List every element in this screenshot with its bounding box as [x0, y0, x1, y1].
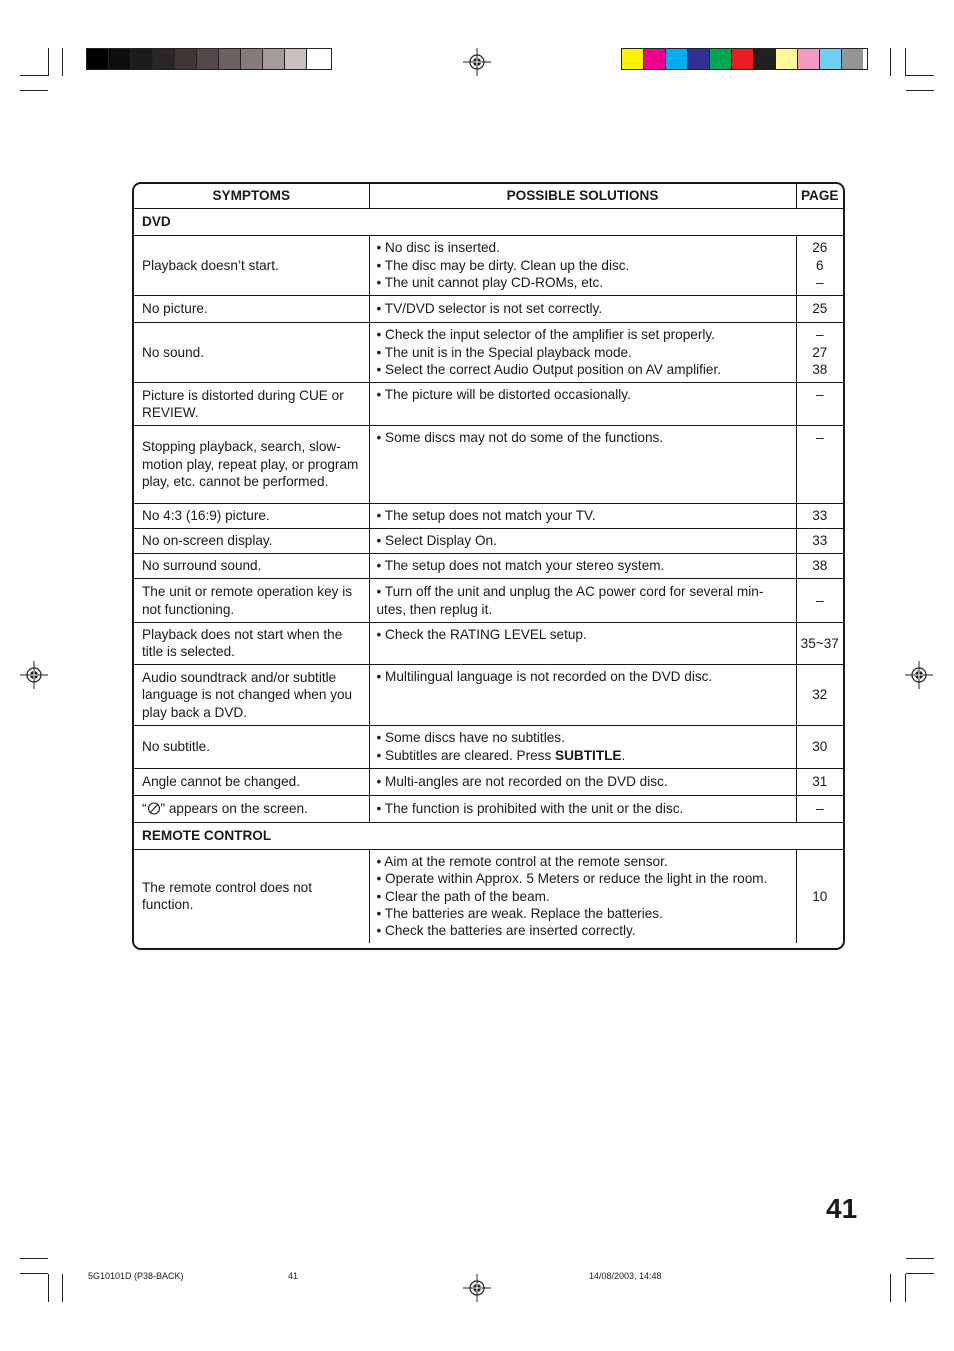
solution-item: • Aim at the remote control at the remote sensor.	[376, 853, 668, 869]
solution-item: • The unit cannot play CD-ROMs, etc.	[376, 275, 604, 291]
color-swatch	[732, 49, 754, 69]
color-swatch	[710, 49, 732, 69]
solution-item	[377, 747, 792, 764]
symptom-cell: Stopping playback, search, slow-motion play, repeat play, or program play, etc. cannot be performed.	[134, 426, 369, 504]
solution-cell	[369, 383, 796, 426]
solution-item: • Some discs may not do some of the functions.	[376, 430, 664, 445]
grayscale-calibration-bar	[86, 48, 332, 70]
solution-cell	[369, 504, 796, 529]
solution-item: • The setup does not match your TV.	[376, 508, 596, 524]
page-cell	[796, 849, 843, 943]
table-row	[134, 236, 843, 296]
solutions-header: POSSIBLE SOLUTIONS	[369, 184, 796, 209]
section-row	[134, 209, 843, 236]
page-ref: –	[815, 327, 824, 343]
solution-item: • Some discs have no subtitles.	[376, 730, 565, 746]
solution-item: • No disc is inserted.	[376, 240, 500, 256]
solution-cell	[369, 725, 796, 768]
symptom-cell: Playback does not start when the title is selected.	[134, 623, 369, 665]
page-header: PAGE	[796, 184, 843, 209]
table-row	[134, 795, 843, 822]
symptom-text: ” appears on the screen.	[160, 801, 308, 817]
symptom-cell	[134, 795, 369, 822]
page-cell	[796, 623, 843, 665]
symptom-text: “	[142, 801, 147, 817]
solution-item: • Select the correct Audio Output position on AV amplifier.	[376, 362, 722, 378]
section-title-remote-control: REMOTE CONTROL	[134, 822, 843, 849]
page-number: 41	[826, 1193, 858, 1224]
page-cell	[796, 236, 843, 296]
page-ref: 32	[812, 687, 828, 703]
registration-mark-icon	[463, 48, 491, 76]
symptom-cell: No 4:3 (16:9) picture.	[134, 504, 369, 529]
color-swatch	[307, 49, 328, 69]
table-row	[134, 623, 843, 665]
color-swatch	[131, 49, 153, 69]
symptoms-header: SYMPTOMS	[134, 184, 369, 209]
symptom-cell: No picture.	[134, 296, 369, 323]
symptom-cell: The remote control does not function.	[134, 849, 369, 943]
solution-item: • The batteries are weak. Replace the batteries.	[376, 906, 663, 922]
crop-mark	[48, 1274, 49, 1302]
footer-timestamp: 14/08/2003, 14:48	[589, 1271, 662, 1281]
crop-mark	[905, 1274, 906, 1302]
color-swatch	[175, 49, 197, 69]
section-row	[134, 822, 843, 849]
page-ref: 38	[812, 558, 828, 574]
page-cell	[796, 795, 843, 822]
table-row	[134, 554, 843, 579]
page-ref: –	[815, 275, 824, 291]
page-cell	[796, 323, 843, 383]
color-swatch	[622, 49, 644, 69]
footer-sheet-number: 41	[288, 1271, 299, 1281]
solution-item: • Turn off the unit and unplug the AC power cord for several min-utes, then replug it.	[376, 584, 764, 617]
table-row	[134, 426, 843, 504]
crop-mark	[890, 48, 891, 76]
symptom-cell: No surround sound.	[134, 554, 369, 579]
color-swatch	[666, 49, 688, 69]
symptom-cell: Audio soundtrack and/or subtitle language is not changed when you play back a DVD.	[134, 664, 369, 725]
symptom-cell: Playback doesn’t start.	[134, 236, 369, 296]
color-swatch	[644, 49, 666, 69]
registration-mark-icon	[20, 661, 48, 689]
table-row	[134, 725, 843, 768]
page-ref: 31	[812, 774, 828, 790]
color-swatch	[153, 49, 175, 69]
registration-mark-icon	[905, 661, 933, 689]
solution-item: • Check the input selector of the amplifier is set properly.	[376, 327, 715, 343]
solution-item: • Multilingual language is not recorded on the DVD disc.	[376, 668, 713, 684]
page-ref: 6	[815, 257, 824, 273]
color-swatch	[197, 49, 219, 69]
page-ref: 30	[812, 739, 828, 755]
table-row	[134, 849, 843, 943]
page-cell	[796, 554, 843, 579]
solution-item: • TV/DVD selector is not set correctly.	[376, 301, 603, 317]
solution-item: • The picture will be distorted occasionally.	[376, 387, 631, 402]
crop-mark	[20, 1273, 48, 1274]
section-title-dvd: DVD	[134, 209, 843, 236]
solution-text: • Subtitles are cleared. Press	[376, 747, 556, 763]
page-ref: 38	[812, 362, 828, 378]
symptom-cell: No subtitle.	[134, 725, 369, 768]
solution-item: • Check the RATING LEVEL setup.	[376, 627, 587, 642]
page-ref: 25	[812, 301, 828, 317]
table-row	[134, 504, 843, 529]
solution-item: • Multi-angles are not recorded on the DVD disc.	[376, 774, 668, 790]
page-ref: –	[815, 430, 824, 445]
crop-mark	[906, 1258, 934, 1259]
table-row	[134, 579, 843, 623]
prohibited-icon	[147, 802, 161, 815]
crop-mark	[20, 75, 48, 76]
table-row	[134, 296, 843, 323]
page-ref: 33	[812, 508, 828, 524]
solution-cell	[369, 768, 796, 795]
page-cell	[796, 529, 843, 554]
color-swatch	[842, 49, 863, 69]
color-swatch	[219, 49, 241, 69]
footer-doc-code: 5G10101D (P38-BACK)	[88, 1271, 184, 1281]
solution-item: • Clear the path of the beam.	[376, 888, 550, 904]
table-row	[134, 768, 843, 795]
table-row	[134, 664, 843, 725]
color-swatch	[87, 49, 109, 69]
solution-text: .	[621, 747, 626, 763]
page-ref: –	[815, 387, 824, 402]
solution-item: • The setup does not match your stereo system.	[376, 558, 665, 574]
color-swatch	[241, 49, 263, 69]
solution-cell	[369, 664, 796, 725]
symptom-cell: The unit or remote operation key is not functioning.	[134, 579, 369, 623]
table-row	[134, 383, 843, 426]
page-ref: 26	[812, 240, 828, 256]
solution-item: • The disc may be dirty. Clean up the disc.	[376, 257, 630, 273]
crop-mark	[906, 75, 934, 76]
symptom-cell: Picture is distorted during CUE or REVIEW.	[134, 383, 369, 426]
solution-cell	[369, 529, 796, 554]
page-cell	[796, 296, 843, 323]
page-ref: –	[815, 801, 824, 817]
solution-item: • The unit is in the Special playback mode.	[376, 344, 632, 360]
solution-cell	[369, 579, 796, 623]
color-swatch	[109, 49, 131, 69]
page-cell	[796, 579, 843, 623]
solution-item: • Select Display On.	[376, 533, 497, 549]
registration-mark-icon	[463, 1274, 491, 1302]
color-swatch	[285, 49, 307, 69]
crop-mark	[890, 1274, 891, 1302]
solution-cell	[369, 426, 796, 504]
page-cell	[796, 664, 843, 725]
symptom-cell: No sound.	[134, 323, 369, 383]
color-swatch	[776, 49, 798, 69]
symptom-cell: Angle cannot be changed.	[134, 768, 369, 795]
page-cell	[796, 426, 843, 504]
solution-cell	[369, 795, 796, 822]
page-cell	[796, 383, 843, 426]
page-ref: 33	[812, 533, 828, 549]
solution-cell	[369, 554, 796, 579]
table-row	[134, 529, 843, 554]
solution-cell	[369, 296, 796, 323]
color-swatch	[263, 49, 285, 69]
crop-mark	[20, 90, 48, 91]
solution-item: • Operate within Approx. 5 Meters or reduce the light in the room.	[376, 871, 768, 887]
color-swatch	[798, 49, 820, 69]
page-ref: 27	[812, 344, 828, 360]
table-row	[134, 323, 843, 383]
color-swatch	[820, 49, 842, 69]
solution-cell	[369, 849, 796, 943]
crop-mark	[20, 1258, 48, 1259]
page-cell	[796, 504, 843, 529]
solution-cell	[369, 623, 796, 665]
crop-mark	[48, 48, 49, 76]
solution-cell	[369, 323, 796, 383]
crop-mark	[906, 1273, 934, 1274]
subtitle-key-label: SUBTITLE	[555, 747, 622, 763]
page-cell	[796, 725, 843, 768]
table-header-row	[134, 184, 843, 209]
crop-mark	[62, 1274, 63, 1302]
color-swatch	[754, 49, 776, 69]
symptom-cell: No on-screen display.	[134, 529, 369, 554]
crop-mark	[62, 48, 63, 76]
solution-cell	[369, 236, 796, 296]
page-ref: 35~37	[800, 635, 839, 651]
page-cell	[796, 768, 843, 795]
solution-item: • Check the batteries are inserted correctly.	[376, 923, 636, 939]
page-ref: –	[815, 592, 824, 608]
page-ref: 10	[812, 888, 828, 904]
solution-item: • The function is prohibited with the unit or the disc.	[376, 801, 684, 817]
color-swatch	[688, 49, 710, 69]
troubleshooting-table	[132, 182, 845, 950]
crop-mark	[906, 90, 934, 91]
crop-mark	[905, 48, 906, 76]
color-calibration-bar	[621, 48, 868, 70]
